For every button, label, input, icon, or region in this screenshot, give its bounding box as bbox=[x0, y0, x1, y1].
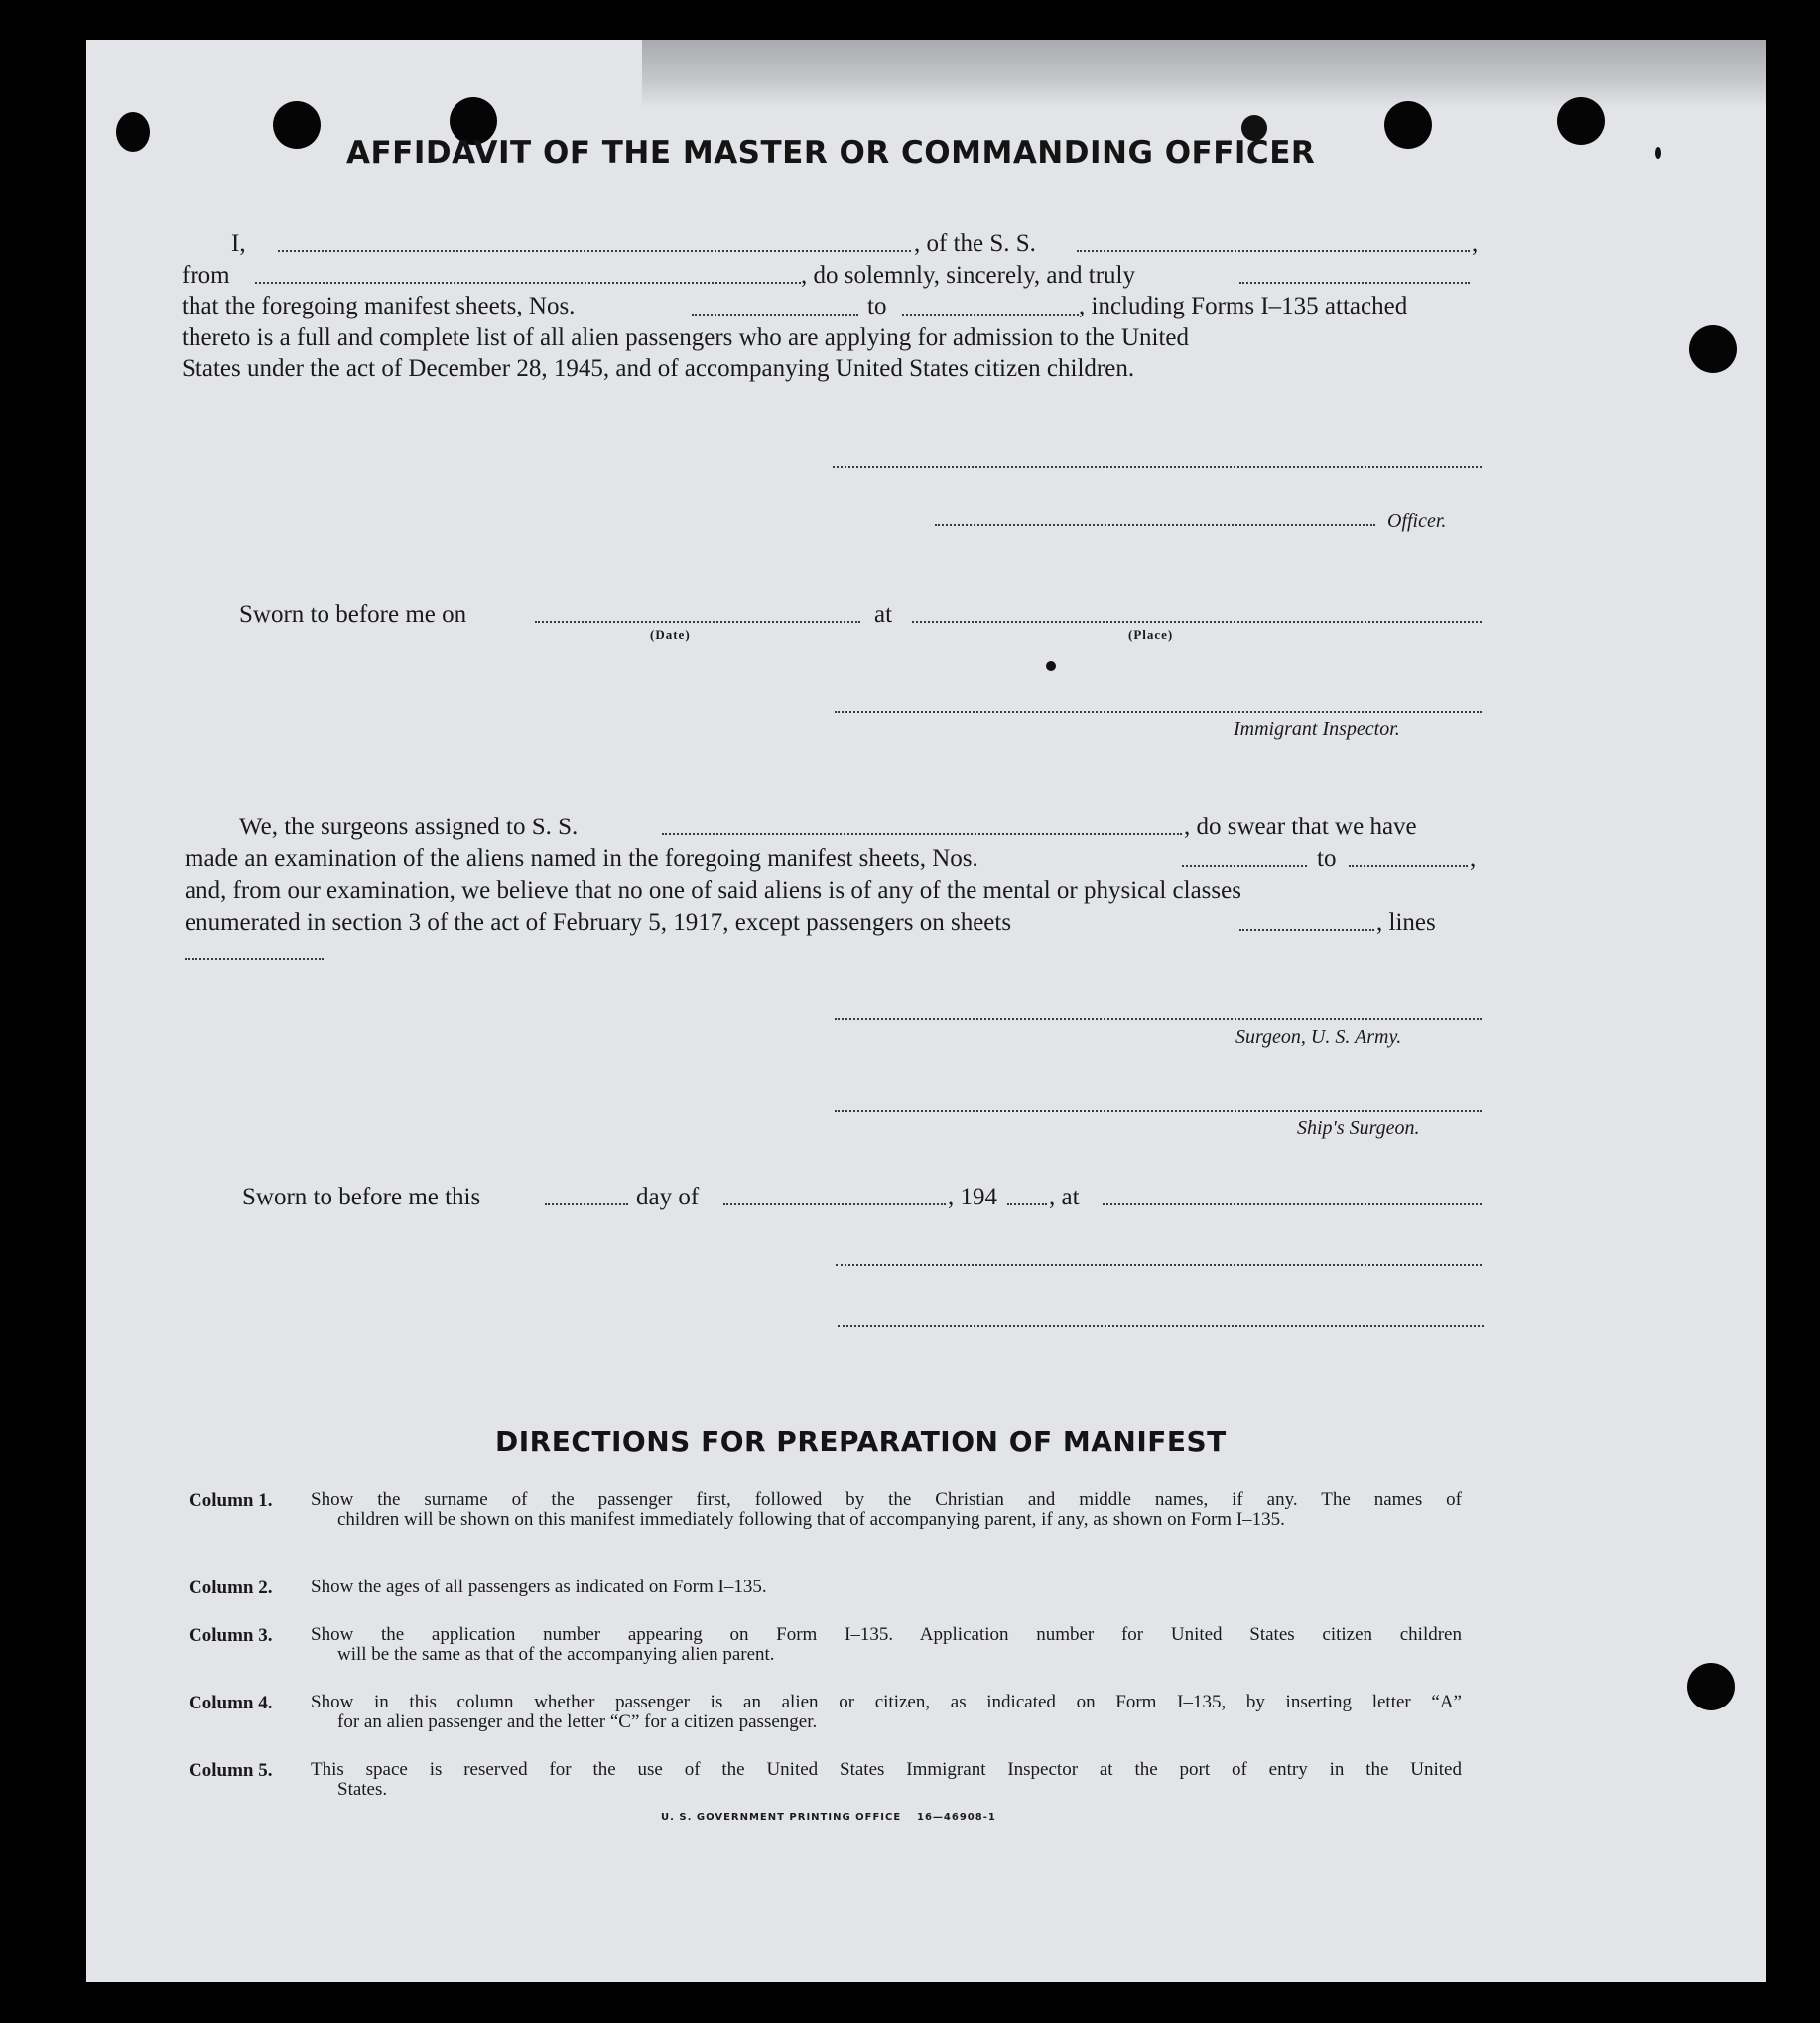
sworn-month-field[interactable] bbox=[723, 1203, 946, 1205]
affidavit-text: that the foregoing manifest sheets, Nos. bbox=[182, 293, 576, 319]
column-3-text: Show the application number appearing on Form I–135. Application number for United States citizen children will be the same as that of the accompanying alien parent. bbox=[311, 1624, 1462, 1665]
affidavit-text: , do solemnly, sincerely, and truly bbox=[801, 262, 1135, 289]
punch-hole bbox=[1687, 1663, 1735, 1710]
sworn-text: , at bbox=[1049, 1184, 1080, 1210]
punch-hole bbox=[273, 101, 321, 149]
surgeons-text: , lines bbox=[1376, 909, 1436, 936]
sworn-day-field[interactable] bbox=[545, 1203, 628, 1205]
affidavit-text: I, bbox=[231, 230, 246, 257]
sworn-text: , 194 bbox=[948, 1184, 997, 1210]
sworn-date-field[interactable] bbox=[535, 621, 860, 623]
column-1-label: Column 1. bbox=[189, 1490, 273, 1511]
surgeons-text: , do swear that we have bbox=[1184, 814, 1417, 840]
affidavit-text: , bbox=[1472, 230, 1479, 257]
sworn-text: day of bbox=[636, 1184, 700, 1210]
officer-title-line[interactable] bbox=[935, 524, 1375, 526]
affidavit-text: from bbox=[182, 262, 230, 289]
column-5-label: Column 5. bbox=[189, 1760, 273, 1781]
surgeons-text: enumerated in section 3 of the act of February 5, 1917, except passengers on sheets bbox=[185, 909, 1012, 936]
sworn2-place-field[interactable] bbox=[1103, 1203, 1482, 1205]
column-2-label: Column 2. bbox=[189, 1578, 273, 1598]
column-4-text: Show in this column whether passenger is an alien or citizen, as indicated on Form I–135, by inserting letter “A” for an alien passenger and the letter “C” for a citizen passenger. bbox=[311, 1692, 1462, 1732]
officer-label: Officer. bbox=[1387, 510, 1447, 532]
inspector-signature-line[interactable] bbox=[835, 711, 1482, 713]
sworn-text: Sworn to before me this bbox=[242, 1184, 481, 1210]
punch-hole bbox=[1384, 101, 1432, 149]
exam-sheet-to-field[interactable] bbox=[1349, 865, 1468, 867]
torn-top-edge bbox=[642, 40, 1766, 109]
oath-blank-field[interactable] bbox=[1239, 282, 1470, 284]
ink-speck bbox=[1655, 147, 1661, 159]
punch-hole bbox=[116, 112, 150, 152]
printer-code: 16—46908-1 bbox=[917, 1812, 996, 1823]
column-4-label: Column 4. bbox=[189, 1693, 273, 1713]
officer-signature-line[interactable] bbox=[833, 466, 1482, 468]
affidavit-text: States under the act of December 28, 1945, and of accompanying United States citizen children. bbox=[182, 355, 1135, 382]
except-lines-field[interactable] bbox=[185, 958, 324, 960]
surgeons-text: and, from our examination, we believe that no one of said aliens is of any of the mental or physical classes bbox=[185, 877, 1241, 904]
punch-hole bbox=[1557, 97, 1605, 145]
port-from-field[interactable] bbox=[255, 282, 801, 284]
affidavit-text: , of the S. S. bbox=[914, 230, 1036, 257]
sworn-place-field[interactable] bbox=[912, 621, 1482, 623]
master-name-field[interactable] bbox=[278, 250, 911, 252]
place-caption: (Place) bbox=[1128, 627, 1174, 642]
exam-sheet-from-field[interactable] bbox=[1182, 865, 1307, 867]
column-1-text: Show the surname of the passenger first, followed by the Christian and middle names, if any. The names of children will be shown on this manifest immediately following that of accompanying parent, if any, as shown on Form I–135. bbox=[311, 1489, 1462, 1530]
signature-line[interactable] bbox=[838, 1325, 1484, 1327]
inspector-label: Immigrant Inspector. bbox=[1234, 718, 1400, 740]
surgeons-text: We, the surgeons assigned to S. S. bbox=[239, 814, 579, 840]
surgeon-ship-field[interactable] bbox=[662, 833, 1182, 835]
ship-surgeon-label: Ship's Surgeon. bbox=[1297, 1117, 1420, 1139]
sheet-from-field[interactable] bbox=[692, 314, 858, 316]
column-5-text: This space is reserved for the use of the United States Immigrant Inspector at the port of entry in the United States. bbox=[311, 1759, 1462, 1800]
affidavit-text: , including Forms I–135 attached bbox=[1079, 293, 1408, 319]
directions-title: DIRECTIONS FOR PREPARATION OF MANIFEST bbox=[495, 1425, 1227, 1457]
punch-hole bbox=[1689, 325, 1737, 373]
except-sheets-field[interactable] bbox=[1239, 929, 1374, 931]
page-title: AFFIDAVIT OF THE MASTER OR COMMANDING OFFICER bbox=[346, 135, 1316, 171]
army-surgeon-signature-line[interactable] bbox=[835, 1018, 1482, 1020]
army-surgeon-label: Surgeon, U. S. Army. bbox=[1235, 1026, 1402, 1048]
date-caption: (Date) bbox=[650, 627, 691, 642]
signature-line[interactable] bbox=[836, 1264, 1482, 1266]
affidavit-text: to bbox=[867, 293, 887, 319]
sworn-text: at bbox=[874, 601, 893, 628]
sworn-text: Sworn to before me on bbox=[239, 601, 467, 628]
surgeons-text: to bbox=[1317, 845, 1337, 872]
surgeons-text: , bbox=[1470, 845, 1477, 872]
ship-name-field[interactable] bbox=[1077, 250, 1470, 252]
affidavit-text: thereto is a full and complete list of all alien passengers who are applying for admission to the United bbox=[182, 324, 1190, 351]
ship-surgeon-signature-line[interactable] bbox=[835, 1110, 1482, 1112]
form-page bbox=[86, 40, 1766, 1982]
sheet-to-field[interactable] bbox=[902, 314, 1079, 316]
column-3-label: Column 3. bbox=[189, 1625, 273, 1646]
column-2-text: Show the ages of all passengers as indicated on Form I–135. bbox=[311, 1577, 767, 1597]
printer-office: U. S. GOVERNMENT PRINTING OFFICE bbox=[661, 1812, 902, 1823]
surgeons-text: made an examination of the aliens named in the foregoing manifest sheets, Nos. bbox=[185, 845, 978, 872]
ink-speck bbox=[1046, 661, 1056, 671]
sworn-year-field[interactable] bbox=[1007, 1203, 1047, 1205]
